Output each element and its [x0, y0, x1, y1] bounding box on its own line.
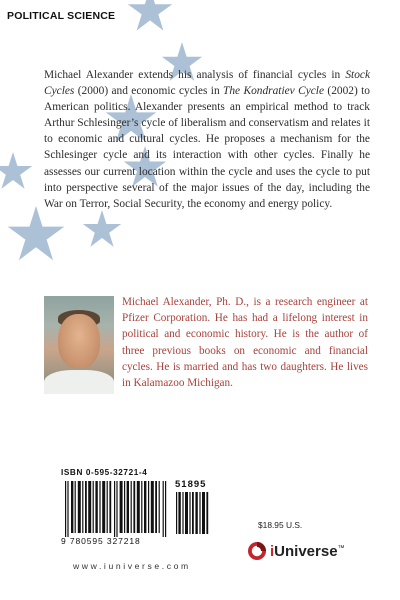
author-bio: Michael Alexander, Ph. D., is a research engineer at Pfizer Corporation. He has had a lifelong interest in political and economic history. He is the author of three previous books on economic and financial cycles. He is married and has two daughters. He lives in Kalamazoo Michigan. — [122, 296, 368, 390]
book-price: $18.95 U.S. — [258, 520, 303, 530]
barcode-addon-bars — [175, 492, 211, 534]
book-category: POLITICAL SCIENCE — [7, 10, 116, 22]
book-title-stock-cycles: Stock Cycles — [44, 69, 370, 98]
star-icon — [82, 210, 122, 248]
blurb-text-2: (2000) and economic cycles in — [74, 85, 224, 98]
star-icon — [0, 152, 34, 190]
ean-digits: 9 780595 327218 — [61, 536, 141, 546]
star-icon — [126, 0, 174, 32]
blurb-text-3: (2002) to American politics. Alexander presents an empirical method to track Arthur Schlesinger’s cycle of liberalism and conservatism and relates it to economic and cultural cycles. He proposes a mechanism for the Schlesinger cycle and its interaction with other cycles. Finally he assesses our current location within the cycle and uses the cycle to put into perspective several of the major issues of the day, including the War on Terror, Social Security, the economy and energy policy. — [44, 85, 370, 210]
barcode — [61, 468, 211, 548]
publisher-name: iUniverse™ — [270, 542, 345, 560]
publisher-logo — [247, 540, 345, 562]
author-photo — [44, 296, 114, 394]
isbn-label: ISBN 0-595-32721-4 — [61, 468, 148, 477]
book-title-kondratiev-cycle: The Kondratiev Cycle — [223, 85, 325, 98]
book-description — [44, 67, 370, 212]
blurb-text-1: Michael Alexander extends his analysis of financial cycles in — [44, 69, 346, 81]
publisher-website: www.iuniverse.com — [73, 561, 191, 571]
barcode-price-code: 51895 — [175, 479, 207, 490]
star-icon — [6, 206, 66, 262]
barcode-bars — [63, 481, 169, 537]
iuniverse-logo-icon — [247, 541, 267, 561]
